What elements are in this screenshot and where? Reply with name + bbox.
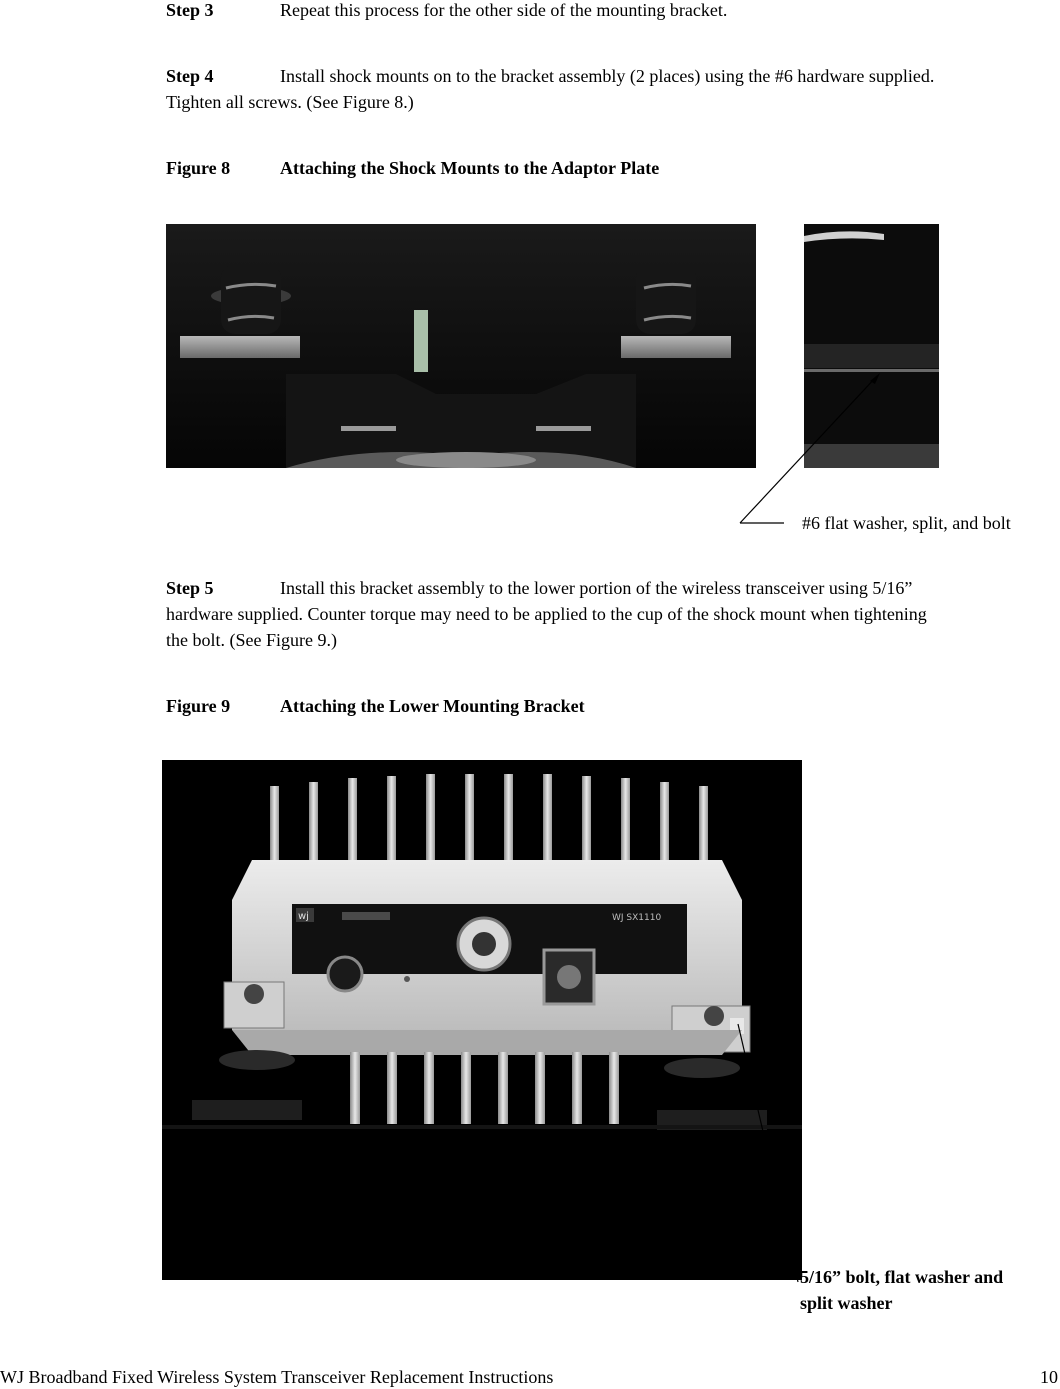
step3-label: Step 3: [166, 0, 214, 20]
step5-line2: hardware supplied. Counter torque may need to be applied to the cup of the shock mount when tightening: [166, 604, 927, 624]
step4-continuation: Tighten all screws. (See Figure 8.): [166, 92, 414, 112]
figure9-callout-line1: 5/16” bolt, flat washer and: [800, 1267, 1004, 1287]
figure9-photo: [162, 760, 802, 1280]
step4-label: Step 4: [166, 66, 214, 86]
figure8-caption: Attaching the Shock Mounts to the Adaptor Plate: [280, 158, 660, 178]
device-brand-logo: wj: [298, 911, 309, 922]
figure9-callout-line2: split washer: [800, 1293, 893, 1313]
figure8-photo-left: [166, 224, 756, 468]
figure8-label: Figure 8: [166, 158, 231, 178]
figure9-caption: Attaching the Lower Mounting Bracket: [280, 696, 585, 716]
figure8-callout-arrow: [730, 370, 900, 530]
step4-text: Install shock mounts on to the bracket assembly (2 places) using the #6 hardware supplied.: [280, 66, 935, 86]
step5-line3: the bolt. (See Figure 9.): [166, 630, 337, 650]
footer-title: WJ Broadband Fixed Wireless System Transceiver Replacement Instructions: [0, 1367, 554, 1387]
step5-label: Step 5: [166, 578, 214, 598]
step3-text: Repeat this process for the other side of the mounting bracket.: [280, 0, 728, 20]
step5-text: Install this bracket assembly to the lower portion of the wireless transceiver using 5/16”: [280, 578, 913, 598]
figure8-callout: #6 flat washer, split, and bolt: [802, 513, 1011, 533]
figure9-label: Figure 9: [166, 696, 231, 716]
page-number: 10: [1040, 1367, 1058, 1387]
figure9-callout-arrow: [730, 1020, 810, 1290]
device-model-label: WJ SX1110: [612, 913, 662, 923]
